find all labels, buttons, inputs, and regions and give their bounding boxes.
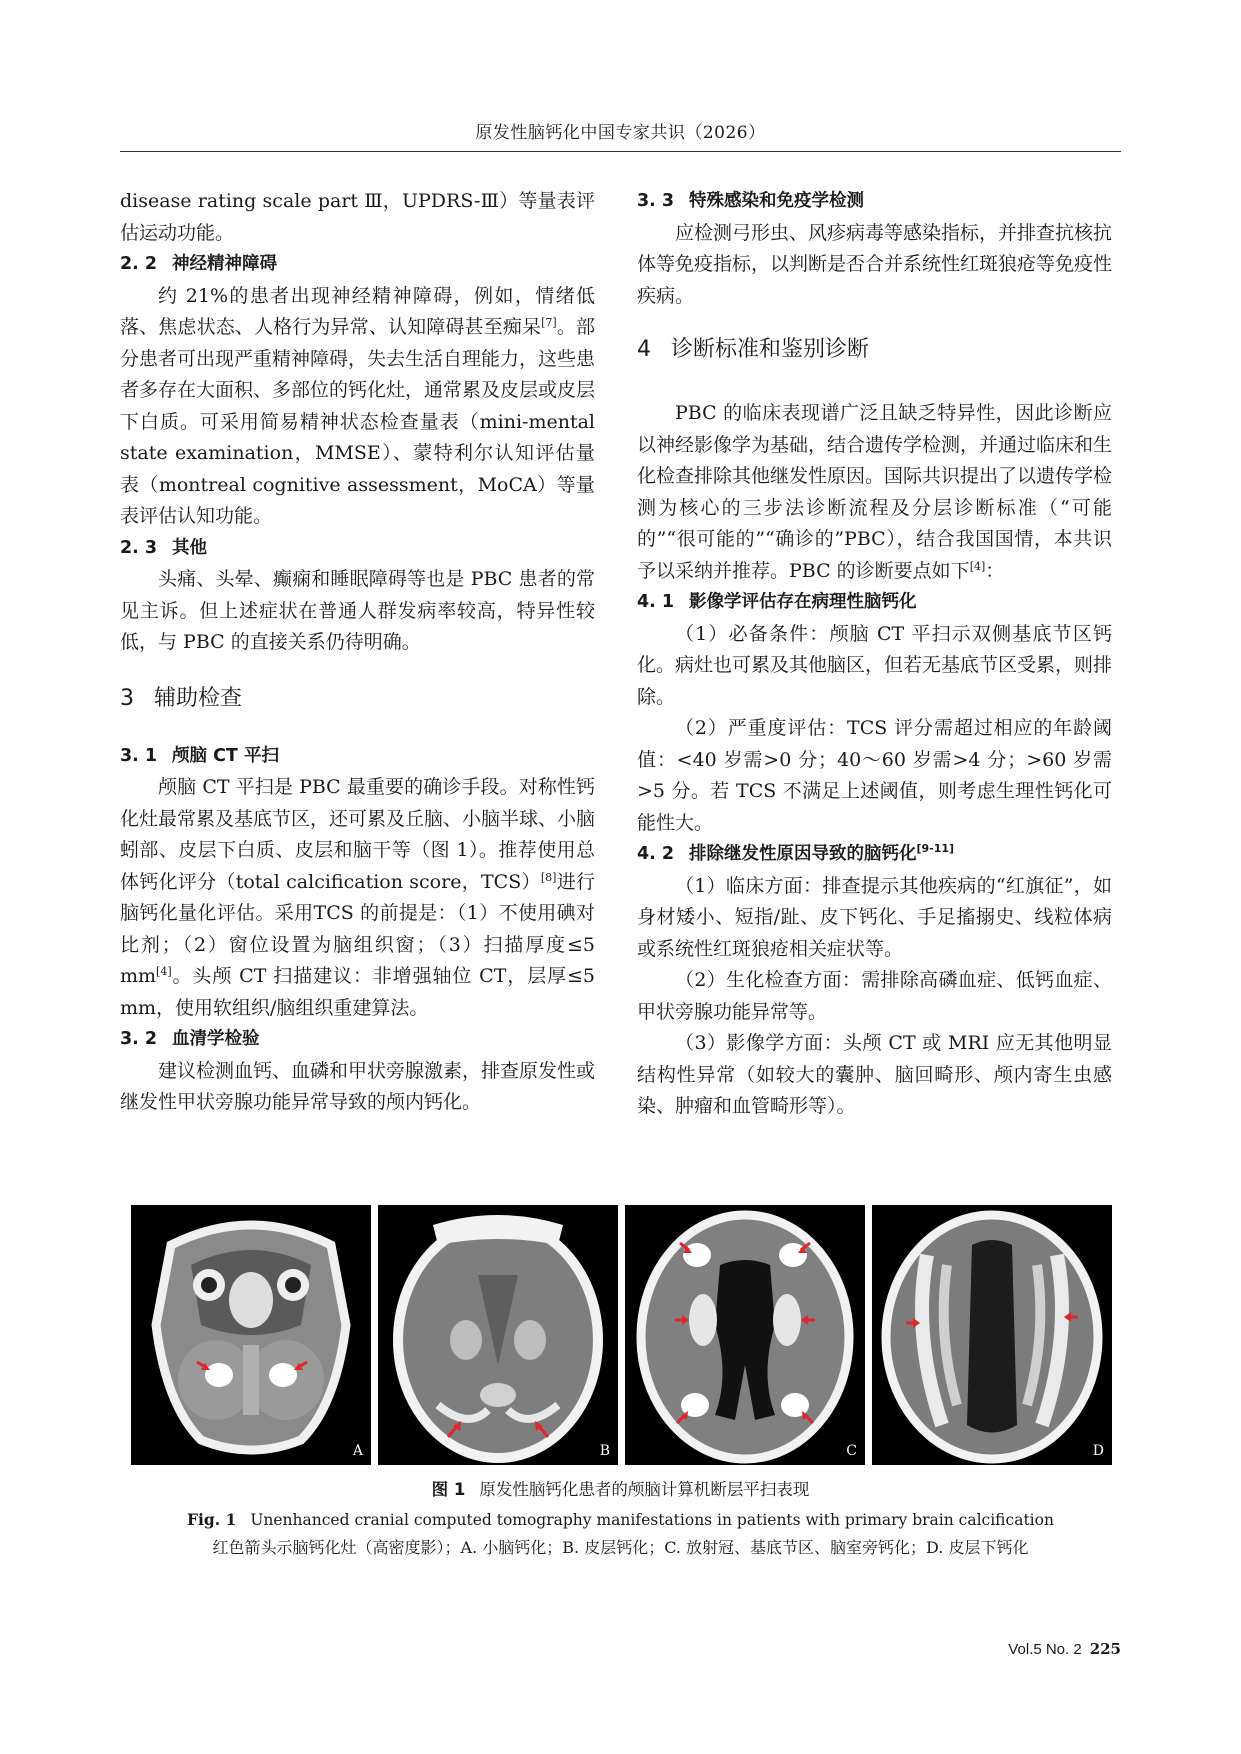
volume-issue: Vol.5 No. 2: [1008, 1641, 1082, 1658]
figure-1: [131, 1205, 1111, 1465]
section-title: 影像学评估存在病理性脑钙化: [689, 592, 917, 612]
header-rule: [120, 151, 1121, 152]
section-number: 4. 2: [637, 844, 675, 864]
paragraph-required-condition: （1）必备条件：颅脑 CT 平扫示双侧基底节区钙化。病灶也可累及其他脑区，但若无基底节区受累，则排除。: [637, 622, 1113, 708]
section-title: 颅脑 CT 平扫: [172, 745, 279, 766]
section-4-2-heading: [637, 839, 1112, 871]
paragraph-imaging-exclusion: （3）影像学方面：头颅 CT 或 MRI 应无其他明显结构性异常（如较大的囊肿、脑回畸形、颅内寄生虫感染、肿瘤和血管畸形等）。: [637, 1032, 1112, 1117]
paragraph-ct-scan: [120, 772, 595, 1024]
section-number: 4: [637, 337, 651, 362]
section-title: 诊断标准和鉴别诊断: [671, 337, 870, 362]
panel-label: D: [1092, 1443, 1104, 1459]
section-2-3-heading: [120, 533, 595, 565]
figure-caption-zh: [120, 1478, 1121, 1502]
panel-label: B: [599, 1443, 610, 1459]
text: ：: [985, 559, 1005, 582]
ct-basal-ganglia-periventricular-calcification-icon: [625, 1205, 865, 1465]
section-number: 4. 1: [637, 592, 675, 612]
paragraph-updrs: disease rating scale part Ⅲ，UPDRS-Ⅲ）等量表评估运动功能。: [120, 190, 595, 244]
figure-note: 红色箭头示脑钙化灶（高密度影）；A. 小脑钙化；B. 皮层钙化；C. 放射冠、基底节区、脑室旁钙化；D. 皮层下钙化: [212, 1538, 1029, 1557]
paragraph-neuropsychiatric: [120, 281, 595, 533]
section-3-3-heading: [637, 186, 1112, 218]
ct-cortical-calcification-icon: [378, 1205, 618, 1465]
paragraph-serology: 建议检测血钙、血磷和甲状旁腺激素，排查原发性或继发性甲状旁腺功能异常导致的颅内钙化。: [120, 1059, 596, 1113]
section-number: 3: [120, 685, 134, 711]
paragraph-infection-immunology: 应检测弓形虫、风疹病毒等感染指标，并排查抗核抗体等免疫指标，以判断是否合并系统性红斑狼疮等免疫性疾病。: [637, 221, 1113, 307]
panel-label: C: [846, 1443, 857, 1459]
ct-subcortical-calcification-icon: [872, 1205, 1112, 1465]
text: PBC 的临床表现谱广泛且缺乏特异性，因此诊断应以神经影像学为基础，结合遗传学检测，并通过临床和生化检查排除其他继发性原因。国际共识提出了以遗传学检测为核心的三步法诊断流程及分层诊断标准（“可能的”“很可能的”“确诊的”PBC），结合我国国情，本共识予以采纳并推荐。PBC 的诊断要点如下: [637, 402, 1113, 582]
section-number: 2. 3: [120, 537, 158, 558]
paragraph-other: 头痛、头晕、癫痫和睡眠障碍等也是 PBC 患者的常见主诉。但上述症状在普通人群发病率较高，特异性较低，与 PBC 的直接关系仍待明确。: [120, 568, 595, 653]
figure-caption-en: [120, 1508, 1121, 1532]
right-column: [637, 186, 1112, 1123]
text: 进行脑钙化量化评估。采用TCS 的前提是：（1）不使用碘对比剂；（2）窗位设置为脑组织窗；（3）扫描厚度≤5 mm: [120, 870, 595, 987]
caption-text: 原发性脑钙化患者的颅脑计算机断层平扫表现: [479, 1480, 810, 1499]
text: 。部分患者可出现严重精神障碍，失去生活自理能力，这些患者多存在大面积、多部位的钙化灶，通常累及皮层或皮层下白质。可采用简易精神状态检查量表（mini-mental state examination，MMSE）、蒙特利尔认知评估量表（montreal cognitive assessment，MoCA）等量表评估认知功能。: [120, 316, 596, 527]
running-head: 原发性脑钙化中国专家共识（2026）: [475, 123, 766, 143]
paragraph-biochemical-exclusion: （2）生化检查方面：需排除高磷血症、低钙血症、甲状旁腺功能异常等。: [637, 969, 1112, 1023]
section-title: 特殊感染和免疫学检测: [689, 191, 864, 211]
paragraph-diagnosis-intro: [637, 398, 1112, 587]
panel-a: [131, 1205, 371, 1465]
section-4-heading: [637, 332, 1112, 368]
citation[interactable]: [9-11]: [916, 842, 955, 855]
figure-number: 图 1: [431, 1480, 466, 1499]
paragraph-severity-assessment: （2）严重度评估：TCS 评分需超过相应的年龄阈值：<40 岁需>0 分；40～60 岁需>4 分；>60 岁需>5 分。若 TCS 不满足上述阈值，则考虑生理性钙化可能性大。: [637, 717, 1112, 834]
section-title: 辅助检查: [154, 685, 243, 711]
section-number: 3. 3: [637, 191, 675, 211]
section-title: 神经精神障碍: [172, 254, 277, 274]
page-number: 225: [1089, 1640, 1121, 1658]
section-number: 3. 1: [120, 745, 158, 766]
citation[interactable]: [7]: [541, 316, 557, 329]
panel-c: [625, 1205, 865, 1465]
section-3-2-heading: [120, 1024, 595, 1056]
panel-d: [872, 1205, 1112, 1465]
section-3-1-heading: [120, 741, 595, 773]
section-title: 排除继发性原因导致的脑钙化: [689, 844, 917, 864]
section-number: 3. 2: [120, 1029, 158, 1049]
paragraph-clinical-exclusion: （1）临床方面：排查提示其他疾病的“红旗征”，如身材矮小、短指/趾、皮下钙化、手足搐搦史、线粒体病或系统性红斑狼疮相关症状等。: [637, 874, 1112, 960]
text: 颅脑 CT 平扫是 PBC 最重要的确诊手段。对称性钙化灶最常累及基底节区，还可累及丘脑、小脑半球、小脑蚓部、皮层下白质、皮层和脑干等（图 1）。推荐使用总体钙化评分（total calcification score，TCS）: [120, 776, 596, 893]
figure-number: Fig. 1: [187, 1510, 237, 1529]
panel-label: A: [352, 1443, 363, 1459]
page-footer: [1008, 1640, 1121, 1658]
text: 。头颅 CT 扫描建议：非增强轴位 CT，层厚≤5 mm，使用软组织/脑组织重建算法。: [120, 965, 595, 1019]
citation[interactable]: [8]: [540, 870, 557, 884]
panel-b: [378, 1205, 618, 1465]
section-title: 血清学检验: [172, 1029, 260, 1049]
section-number: 2. 2: [120, 254, 158, 274]
section-2-2-heading: [120, 249, 595, 281]
section-title: 其他: [172, 537, 207, 558]
citation[interactable]: [4]: [969, 559, 986, 573]
section-4-1-heading: [637, 587, 1112, 619]
section-3-heading: [120, 681, 595, 717]
caption-text: Unenhanced cranial computed tomography manifestations in patients with primary brain calcification: [250, 1511, 1054, 1529]
left-column: [120, 186, 595, 1119]
ct-cerebellar-calcification-icon: [131, 1205, 371, 1465]
citation[interactable]: [4]: [156, 965, 172, 978]
text: 约 21%的患者出现神经精神障碍，例如，情绪低落、焦虑状态、人格行为异常、认知障碍甚至痴呆: [120, 284, 595, 338]
